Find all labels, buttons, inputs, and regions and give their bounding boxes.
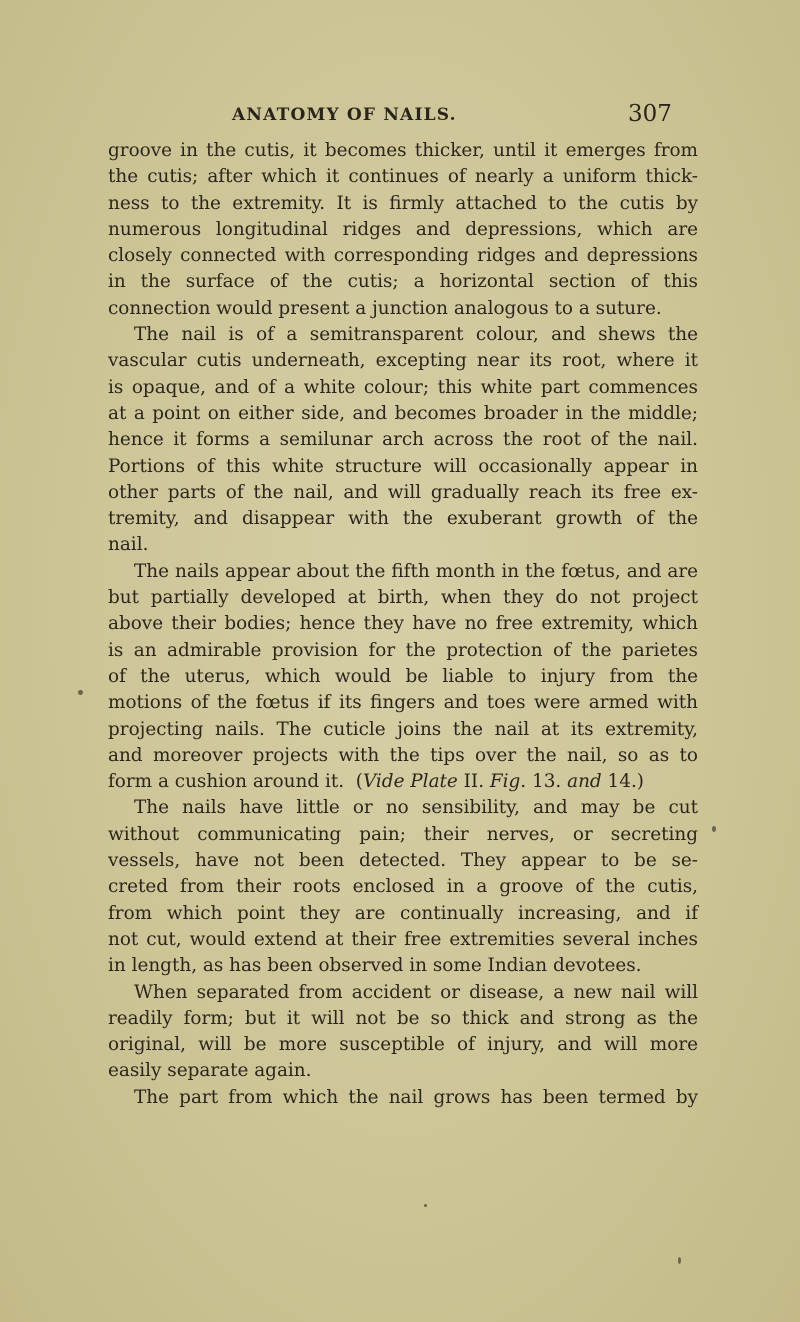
- text-line: projecting nails. The cuticle joins the nail at its extremity,: [108, 718, 698, 740]
- paper-speck: [78, 690, 83, 695]
- body-text: [108, 138, 698, 1111]
- text-line-with-reference: form a cushion around it. (Vide Plate II. Fig. 13. and 14.): [108, 771, 644, 793]
- paper-speck: [712, 826, 716, 832]
- text-line: above their bodies; hence they have no free extremity, which: [108, 613, 698, 635]
- running-head: ANATOMY OF NAILS.: [232, 105, 457, 125]
- text-line: without communicating pain; their nerves, or secreting: [108, 823, 698, 845]
- text-line: not cut, would extend at their free extremities several inches: [108, 928, 698, 950]
- text-line: The part from which the nail grows has been termed by: [134, 1086, 698, 1108]
- text-line: groove in the cutis, it becomes thicker, until it emerges from: [108, 140, 698, 161]
- paper-speck: [424, 1204, 427, 1207]
- text-line: of the uterus, which would be liable to injury from the: [108, 665, 698, 687]
- text-line: easily separate again.: [108, 1060, 312, 1082]
- text-line: closely connected with corresponding ridges and depressions: [108, 245, 698, 267]
- text-line: and moreover projects with the tips over the nail, so as to: [108, 744, 698, 766]
- text-line: The nails appear about the fifth month in the fœtus, and are: [134, 560, 698, 582]
- text-line: The nails have little or no sensibility, and may be cut: [134, 797, 698, 819]
- text-line: is opaque, and of a white colour; this white part commences: [108, 376, 698, 398]
- figure-reference: Fig.: [489, 771, 527, 793]
- text-line: vessels, have not been detected. They appear to be se-: [108, 850, 698, 872]
- text-line: hence it forms a semilunar arch across the root of the nail.: [108, 429, 698, 451]
- plate-reference: Vide Plate: [362, 771, 458, 793]
- conjunction: and: [567, 771, 602, 793]
- text-line: When separated from accident or disease, a new nail will: [134, 981, 698, 1003]
- paper-speck: [678, 1257, 681, 1264]
- text-line: connection would present a junction analogous to a suture.: [108, 297, 662, 319]
- page-number: 307: [628, 101, 672, 127]
- text-line: creted from their roots enclosed in a groove of the cutis,: [108, 876, 698, 898]
- figure-number: 13.: [526, 771, 568, 793]
- text-line: in the surface of the cutis; a horizontal section of this: [108, 271, 698, 293]
- text-line: motions of the fœtus if its fingers and toes were armed with: [108, 692, 698, 714]
- text-line: at a point on either side, and becomes broader in the middle;: [108, 402, 698, 424]
- figure-number-2: 14.): [601, 771, 644, 793]
- text-line: The nail is of a semitransparent colour, and shews the: [134, 324, 698, 346]
- text-line: nail.: [108, 534, 149, 556]
- text-line: vascular cutis underneath, excepting near its root, where it: [108, 350, 698, 372]
- text-line: the cutis; after which it continues of nearly a uniform thick-: [108, 166, 698, 188]
- text-line: ness to the extremity. It is firmly attached to the cutis by: [108, 192, 698, 214]
- page-header: [0, 101, 800, 131]
- plate-number: II.: [457, 771, 490, 793]
- text-fragment: form a cushion around it.: [108, 771, 345, 793]
- text-line: from which point they are continually increasing, and if: [108, 902, 698, 924]
- text-line: readily form; but it will not be so thick and strong as the: [108, 1007, 698, 1029]
- text-line: in length, as has been observed in some Indian devotees.: [108, 955, 642, 977]
- text-line: tremity, and disappear with the exuberant growth of the: [108, 508, 698, 530]
- text-line: but partially developed at birth, when they do not project: [108, 587, 698, 609]
- text-line: Portions of this white structure will occasionally appear in: [108, 455, 698, 477]
- text-line: other parts of the nail, and will gradually reach its free ex-: [108, 481, 698, 503]
- text-line: original, will be more susceptible of injury, and will more: [108, 1034, 698, 1056]
- text-line: is an admirable provision for the protection of the parietes: [108, 639, 698, 661]
- text-line: numerous longitudinal ridges and depressions, which are: [108, 218, 698, 240]
